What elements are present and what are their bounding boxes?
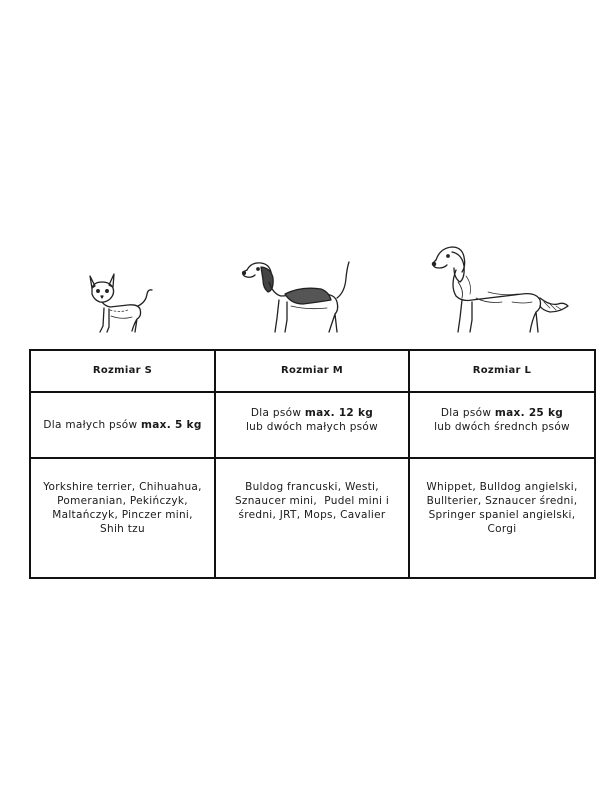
size-s-breeds: Yorkshire terrier, Chihuahua, Pomeranian, Pekińczyk, Maltańczyk, Pinczer mini, Shih tzu — [30, 458, 215, 578]
size-m-weight: Dla psów max. 12 kg lub dwóch małych psów — [215, 392, 409, 458]
size-l-weight: Dla psów max. 25 kg lub dwóch średnch psów — [409, 392, 595, 458]
dog-illustrations — [0, 0, 616, 350]
size-m-header: Rozmiar M — [215, 350, 409, 392]
size-m-breeds: Buldog francuski, Westi, Sznaucer mini, Pudel mini i średni, JRT, Mops, Cavalier — [215, 458, 409, 578]
size-l-header: Rozmiar L — [409, 350, 595, 392]
size-s-max-weight: max. 5 kg — [141, 419, 202, 431]
breeds-row — [30, 458, 595, 578]
size-l-breeds: Whippet, Bulldog angielski, Bullterier, Sznaucer średni, Springer spaniel angielski, Corgi — [409, 458, 595, 578]
beagle-illustration — [241, 256, 353, 338]
chihuahua-illustration — [80, 272, 155, 338]
weight-row — [30, 392, 595, 458]
golden-retriever-illustration — [432, 242, 570, 338]
size-table — [29, 349, 596, 579]
size-m-max-weight: max. 12 kg — [304, 407, 374, 419]
size-s-weight: Dla małych psów max. 5 kg — [30, 392, 215, 458]
size-header-row — [30, 350, 595, 392]
size-s-header: Rozmiar S — [30, 350, 215, 392]
size-l-max-weight: max. 25 kg — [494, 407, 564, 419]
